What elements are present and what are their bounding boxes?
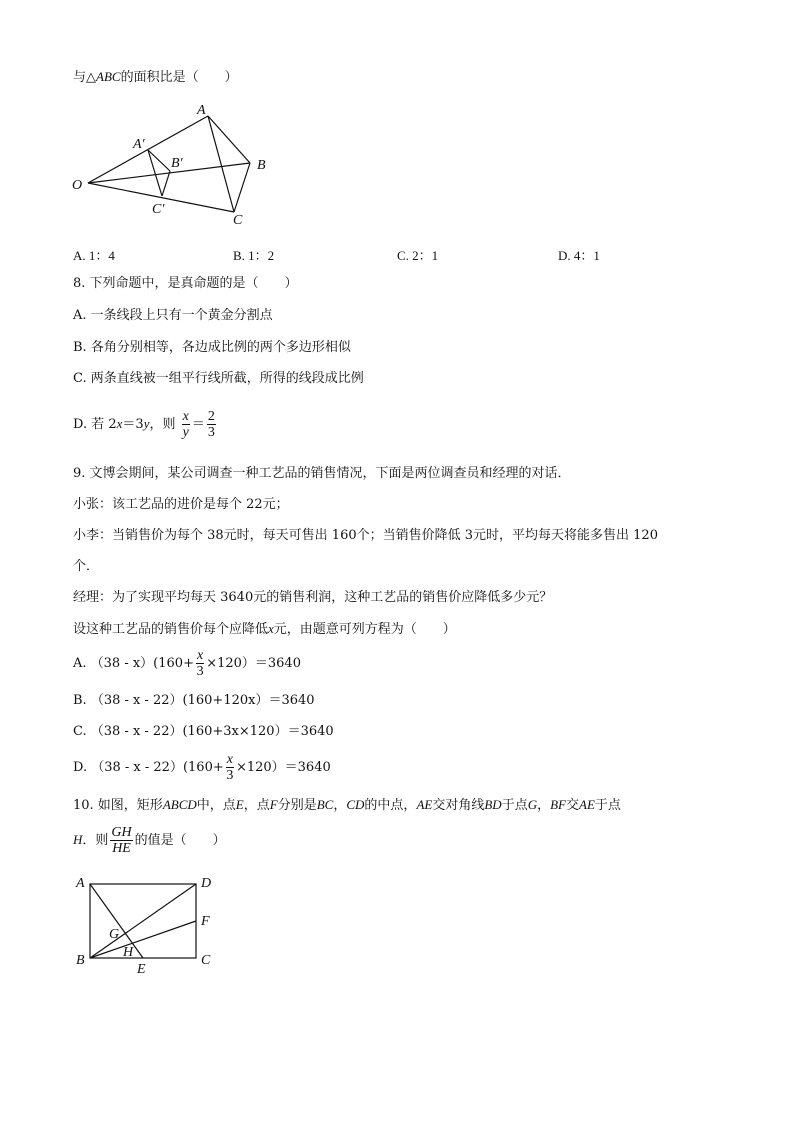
q7-label-B: B xyxy=(257,158,266,173)
q9-option-c: C. （38 - x - 22）(160+3x×120）＝3640 xyxy=(73,724,334,739)
q9-manager: 经理：为了实现平均每天 3640元的销售利润，这种工艺品的销售价应降低多少元？ xyxy=(73,590,553,605)
q7-stem-suffix: 的面积比是（ ） xyxy=(120,70,238,85)
q7-label-C1: C′ xyxy=(152,202,165,217)
q10-label-A: A xyxy=(76,876,85,891)
q9-option-a xyxy=(73,645,301,683)
q7-label-A: A xyxy=(197,103,206,118)
q10-g: G xyxy=(527,797,538,812)
q8-stem: 8. 下列命题中，是真命题的是（ ） xyxy=(73,276,298,291)
q8-option-b: B. 各角分别相等，各边成比例的两个多边形相似 xyxy=(73,340,351,355)
q8-d-frac2-den: 3 xyxy=(207,425,215,440)
q8-d-then: ，则 xyxy=(149,417,176,432)
q7-option-d: D. 4：1 xyxy=(558,248,600,263)
q7-seg-BC xyxy=(234,163,250,212)
q10-label-B: B xyxy=(76,953,85,968)
q7-option-a: A. 1：4 xyxy=(73,248,115,263)
q10-then: ．则 xyxy=(82,833,109,848)
q10-ae: AE xyxy=(416,797,433,812)
q9-setup xyxy=(73,620,456,639)
q7-label-B1: B′ xyxy=(171,156,183,171)
q10-ae2: AE xyxy=(579,797,595,812)
q10-p5: 的中点， xyxy=(364,798,417,813)
q9-li-cont: 个． xyxy=(73,559,100,574)
q9-setup-suffix: 元，由题意可列方程为（ ） xyxy=(273,622,456,637)
q10-f: F xyxy=(269,797,278,812)
q8-d-x: x xyxy=(116,416,123,431)
q9-option-d xyxy=(73,749,331,787)
q10-label-C: C xyxy=(201,953,211,968)
q10-h: H xyxy=(73,832,83,847)
q8-option-a: A. 一条线段上只有一个黄金分割点 xyxy=(73,308,273,323)
q10-p8: 交 xyxy=(566,798,580,813)
q8-d-fraction-23 xyxy=(207,409,216,440)
q10-bf: BF xyxy=(550,797,566,812)
q10-label-E: E xyxy=(137,962,146,977)
q10-fraction xyxy=(110,825,132,856)
q9-d-frac-den: 3 xyxy=(226,768,234,783)
q8-d-frac2-num: 2 xyxy=(207,409,215,424)
q8-d-frac-den: y xyxy=(182,425,189,440)
q8-d-frac-num: x xyxy=(182,409,189,424)
q10-p7: 于点 xyxy=(501,798,528,813)
q8-d-eq: ＝3 xyxy=(122,417,144,432)
q8-d-prefix: D. 若 2 xyxy=(73,417,117,432)
q9-stem: 9. 文博会期间，某公司调查一种工艺品的销售情况，下面是两位调查员和经理的对话． xyxy=(73,466,571,481)
q10-label-D: D xyxy=(201,876,212,891)
q7-stem-prefix: 与△ xyxy=(73,70,96,85)
q10-label-H: H xyxy=(123,945,134,960)
q9-a-prefix: A. （38 - x）(160+ xyxy=(73,656,194,671)
q8-option-c: C. 两条直线被一组平行线所截，所得的线段成比例 xyxy=(73,371,364,386)
q9-d-prefix: D. （38 - x - 22）(160+ xyxy=(73,760,224,775)
q10-cd: CD xyxy=(346,797,365,812)
q10-p1: 10. 如图，矩形 xyxy=(73,798,163,813)
q10-p2: 中，点 xyxy=(196,798,236,813)
q9-a-fraction xyxy=(196,648,204,679)
q9-setup-prefix: 设这种工艺品的销售价每个应降低 xyxy=(73,622,269,637)
q9-d-suffix: ×120）＝3640 xyxy=(235,760,331,775)
q7-label-A1: A′ xyxy=(133,137,145,152)
q7-option-b: B. 1：2 xyxy=(233,248,275,263)
q9-li: 小李：当销售价为每个 38元时，每天可售出 160个；当销售价降低 3元时，平均每天将能多售出 120 xyxy=(73,528,658,543)
q9-a-suffix: ×120）＝3640 xyxy=(206,656,301,671)
q10-abcd: ABCD xyxy=(162,797,197,812)
q9-setup-x: x xyxy=(268,621,274,636)
q8-d-equals: ＝ xyxy=(191,417,205,432)
q10-p4: 分别是 xyxy=(277,798,317,813)
q8-d-y: y xyxy=(143,416,150,431)
q10-label-F: F xyxy=(201,914,210,929)
q9-d-fraction xyxy=(226,752,234,783)
q9-option-b: B. （38 - x - 22）(160+120x）＝3640 xyxy=(73,693,315,708)
q7-seg-OA xyxy=(88,116,208,183)
q10-p9: 于点 xyxy=(594,798,621,813)
q8-option-d xyxy=(73,405,218,444)
q9-zhang: 小张：该工艺品的进价是每个 22元； xyxy=(73,497,289,512)
q10-p3: ，点 xyxy=(243,798,270,813)
q7-triangle-name: ABC xyxy=(96,69,121,84)
q9-a-frac-den: 3 xyxy=(196,664,204,679)
q10-stem-line1 xyxy=(73,796,621,815)
q10-stem-line2 xyxy=(73,820,226,861)
q9-d-frac-num: x xyxy=(226,752,233,767)
q8-d-fraction-xy xyxy=(182,409,190,440)
q10-comma2: ， xyxy=(537,798,551,813)
q10-p6: 交对角线 xyxy=(432,798,485,813)
q10-frac-den: HE xyxy=(112,841,131,856)
q10-label-G: G xyxy=(109,927,120,942)
q7-seg-B1C1 xyxy=(162,171,170,196)
q10-bd: BD xyxy=(484,797,502,812)
q9-a-frac-num: x xyxy=(196,648,204,663)
q10-e: E xyxy=(235,797,244,812)
q7-label-O: O xyxy=(72,178,83,193)
q10-comma: ， xyxy=(333,798,347,813)
q10-bc: BC xyxy=(316,797,334,812)
q7-label-C: C xyxy=(233,213,243,228)
q10-frac-num: GH xyxy=(111,825,132,840)
q7-option-c: C. 2：1 xyxy=(397,248,439,263)
q10-suffix: 的值是（ ） xyxy=(134,833,226,848)
